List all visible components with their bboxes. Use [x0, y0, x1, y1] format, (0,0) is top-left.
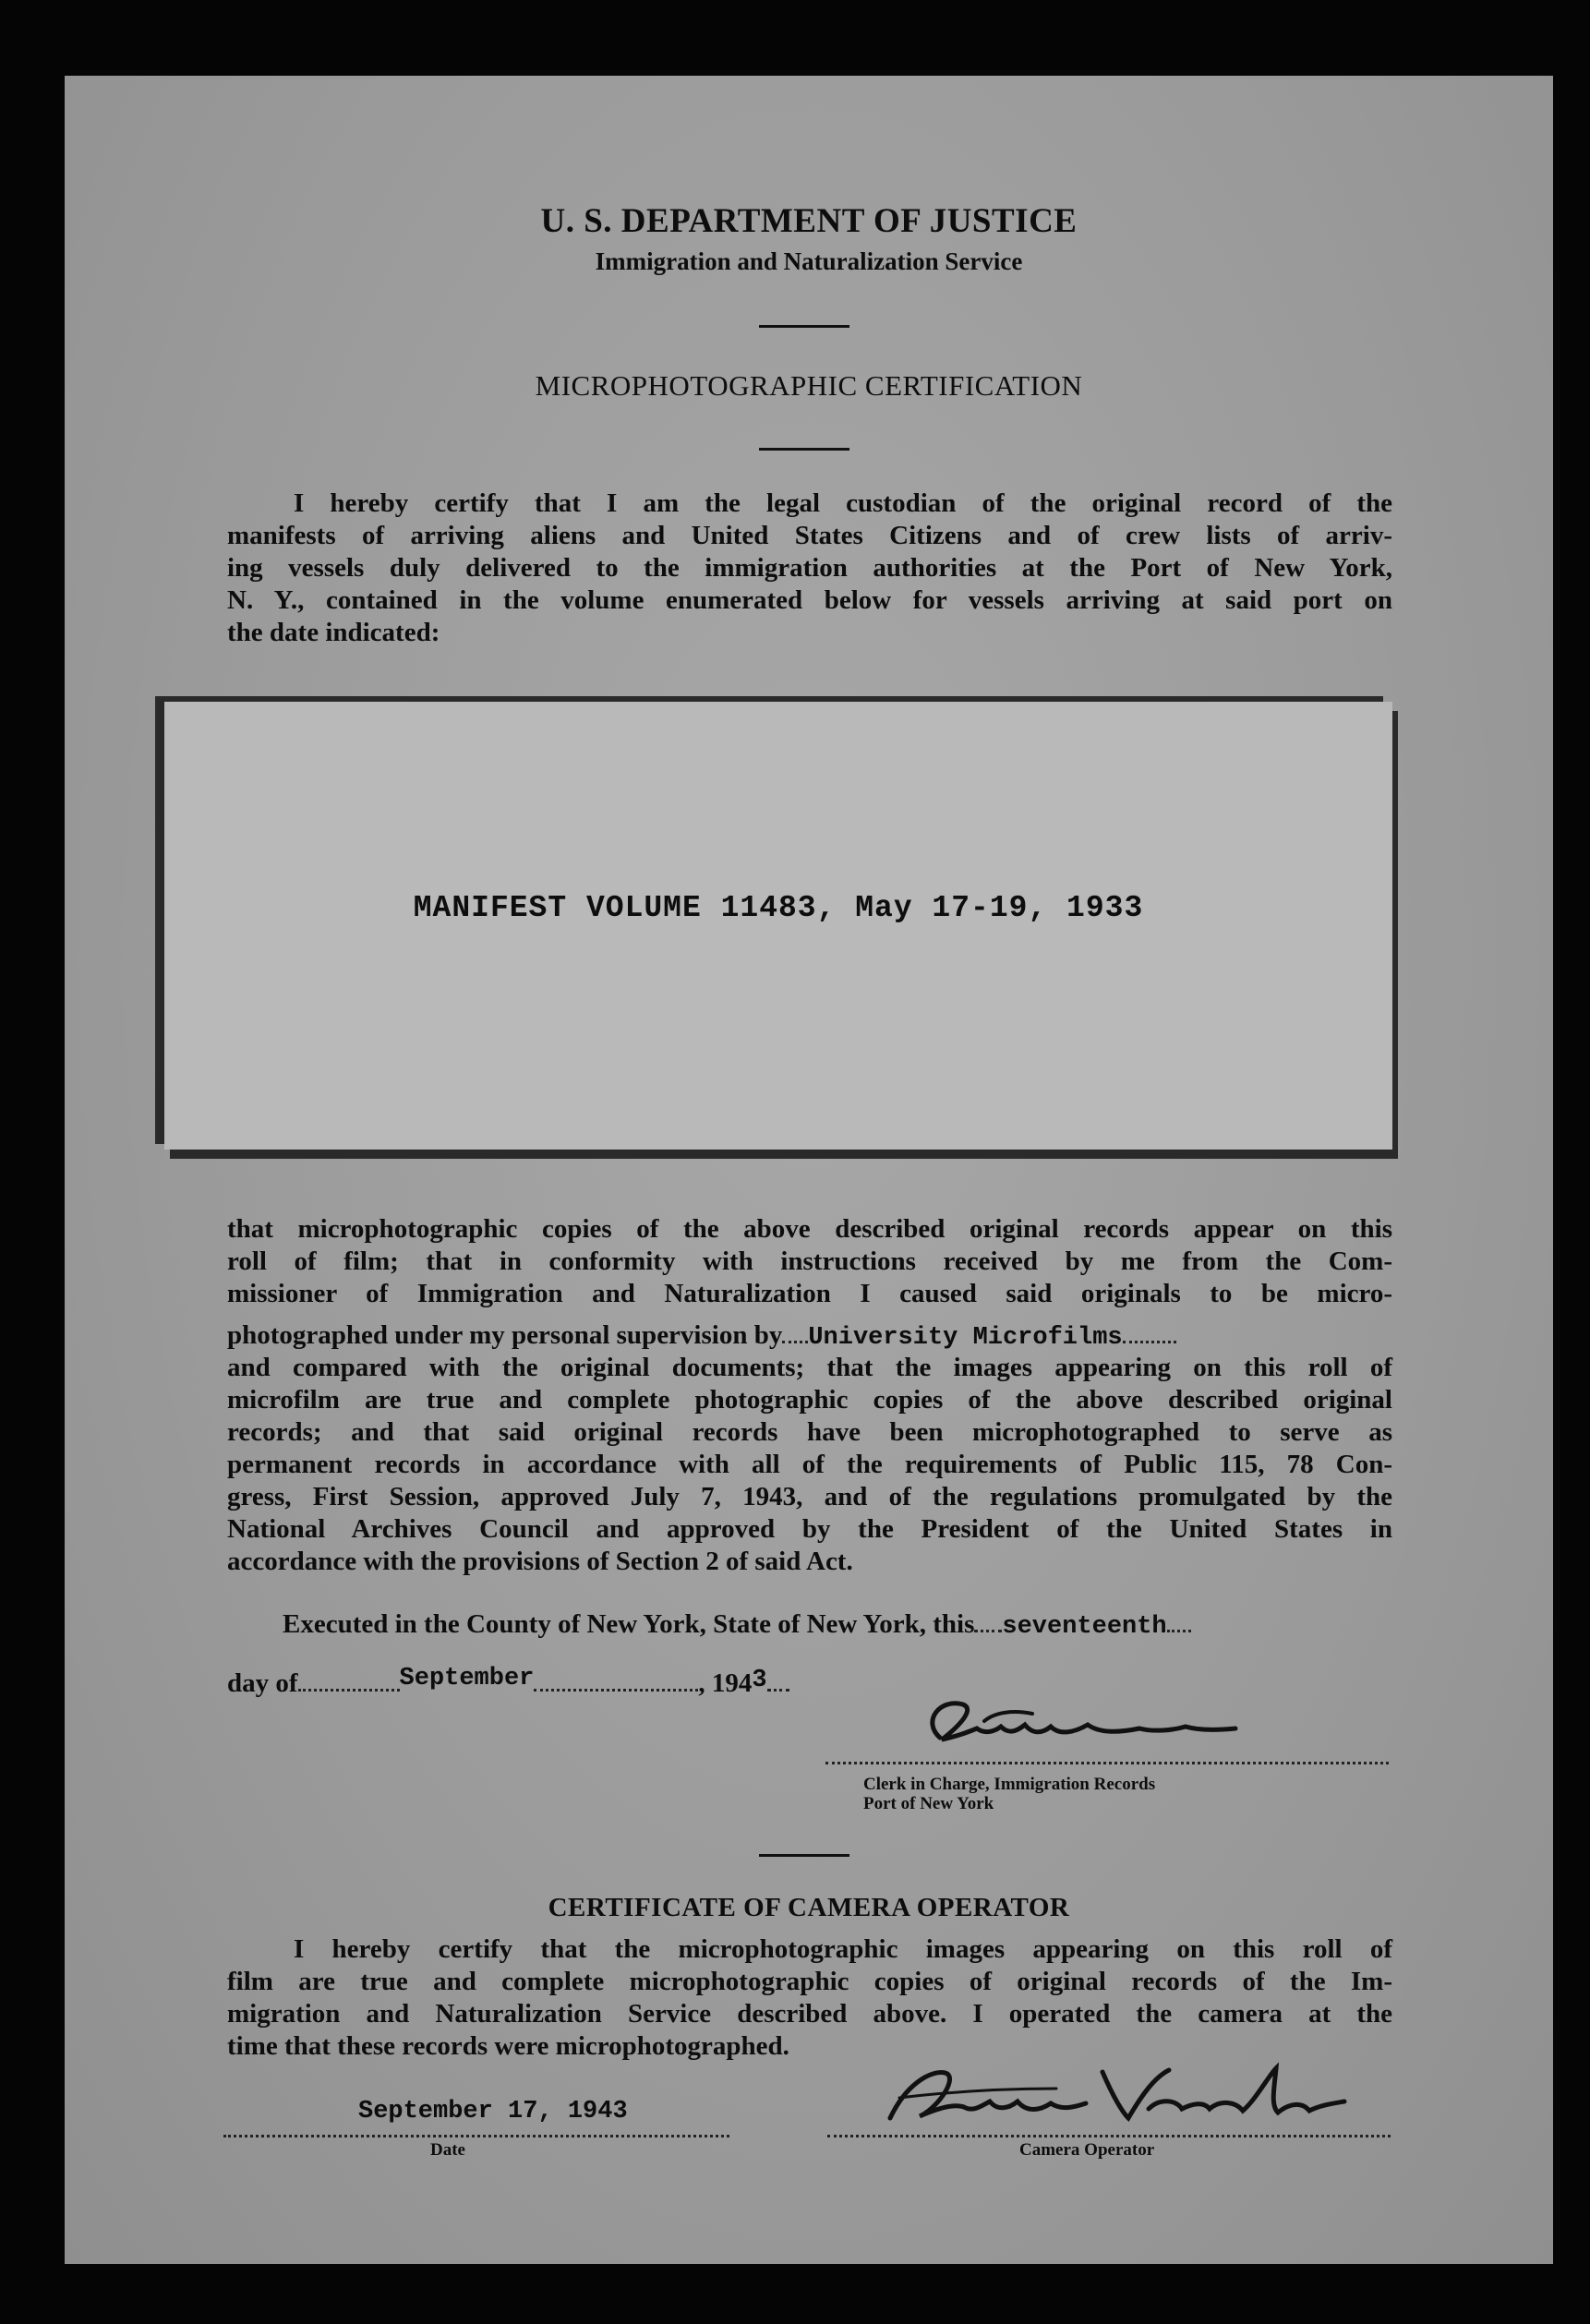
body-line: and compared with the original documents; that the images appearing on this roll of	[227, 1353, 1392, 1382]
intro-line: manifests of arriving aliens and United States Citizens and of crew lists of arriv-	[227, 521, 1392, 550]
camera-line: film are true and complete microphotographic copies of original records of the Im-	[227, 1967, 1392, 1996]
body-line: records; and that said original records have been microphotographed to serve as	[227, 1417, 1392, 1447]
certification-title: MICROPHOTOGRAPHIC CERTIFICATION	[535, 369, 1083, 402]
dotted-leader	[298, 1683, 400, 1692]
camera-line: migration and Naturalization Service described above. I operated the camera at the	[227, 1999, 1392, 2029]
body-line: that microphotographic copies of the above described original records appear on this	[227, 1214, 1392, 1244]
intro-line: I hereby certify that I am the legal custodian of the original record of the	[294, 488, 1392, 518]
dotted-leader	[534, 1683, 698, 1692]
executed-line	[283, 1608, 1448, 1644]
intro-line: ing vessels duly delivered to the immigration authorities at the Port of New York,	[227, 553, 1392, 583]
divider	[759, 1854, 849, 1857]
volume-label-box	[164, 702, 1392, 1150]
certificate-sheet	[65, 76, 1553, 2264]
date-signature-line	[223, 2129, 729, 2137]
body-line: roll of film; that in conformity with instructions received by me from the Com-	[227, 1246, 1392, 1276]
dotted-leader	[782, 1335, 808, 1343]
intro-line: N. Y., contained in the volume enumerated below for vessels arriving at said port on	[227, 585, 1392, 615]
date-label: Date	[430, 2140, 465, 2160]
camera-line: I hereby certify that the microphotographic images appearing on this roll of	[294, 1934, 1392, 1964]
body-line: microfilm are true and complete photographic copies of the above described original	[227, 1385, 1392, 1415]
body-line: gress, First Session, approved July 7, 1943, and of the regulations promulgated by the	[227, 1482, 1392, 1511]
day-of-label: day of	[227, 1668, 298, 1698]
executed-day: seventeenth	[1002, 1613, 1167, 1641]
clerk-signature	[912, 1693, 1319, 1758]
divider	[759, 325, 849, 328]
camera-operator-label: Camera Operator	[1019, 2140, 1155, 2160]
supervision-prefix: photographed under my personal supervision by	[227, 1320, 783, 1350]
clerk-title-line1: Clerk in Charge, Immigration Records	[863, 1775, 1156, 1794]
camera-date-value: September 17, 1943	[358, 2098, 628, 2125]
year-digit: 3	[752, 1667, 767, 1694]
dotted-leader	[1123, 1335, 1176, 1343]
intro-line: the date indicated:	[227, 618, 440, 647]
camera-certificate-title: CERTIFICATE OF CAMERA OPERATOR	[548, 1893, 1070, 1922]
executed-prefix: Executed in the County of New York, State of New York, this	[283, 1609, 975, 1639]
year-prefix: , 194	[698, 1668, 753, 1698]
operator-signature-line	[827, 2129, 1391, 2137]
body-line: permanent records in accordance with all of the requirements of Public 115, 78 Con-	[227, 1450, 1392, 1479]
dotted-leader	[1167, 1624, 1191, 1632]
dotted-leader	[767, 1683, 789, 1692]
service-heading: Immigration and Naturalization Service	[595, 247, 1023, 275]
body-line: National Archives Council and approved by the President of the United States in	[227, 1514, 1392, 1544]
camera-operator-signature	[872, 2061, 1352, 2135]
agency-heading: U. S. DEPARTMENT OF JUSTICE	[540, 202, 1078, 240]
clerk-signature-line	[825, 1756, 1389, 1764]
body-line: accordance with the provisions of Section 2 of said Act.	[227, 1547, 853, 1576]
body-line: missioner of Immigration and Naturalization I caused said originals to be micro-	[227, 1279, 1392, 1308]
dotted-leader	[974, 1624, 1002, 1632]
divider	[759, 448, 849, 451]
volume-label: MANIFEST VOLUME 11483, May 17-19, 1933	[413, 891, 1144, 925]
clerk-title-line2: Port of New York	[863, 1794, 994, 1813]
executed-month: September	[399, 1665, 535, 1692]
camera-line: time that these records were microphotographed.	[227, 2031, 789, 2061]
supervision-line	[227, 1319, 1392, 1355]
supervision-value: University Microfilms	[808, 1324, 1123, 1352]
